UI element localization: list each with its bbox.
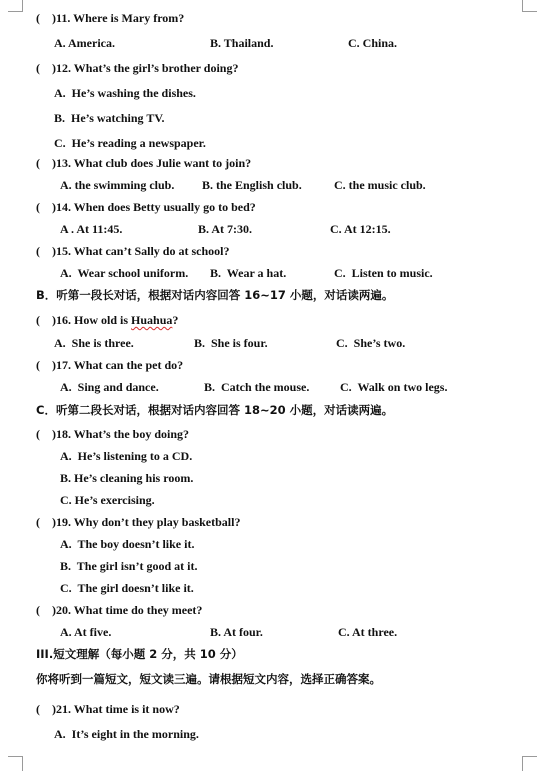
question-14-option-a[interactable]: A . At 11:45.	[60, 222, 123, 236]
section-iii-title: III.短文理解（每小题 2 分，共 10 分）	[36, 647, 243, 661]
question-19-option-b[interactable]: B. The girl isn’t good at it.	[60, 559, 198, 573]
question-13-option-c[interactable]: C. the music club.	[334, 178, 426, 192]
question-19-stem: ( )19. Why don’t they play basketball?	[36, 515, 241, 529]
question-17-option-c[interactable]: C. Walk on two legs.	[340, 380, 448, 394]
question-11-stem: ( )11. Where is Mary from?	[36, 11, 185, 25]
crop-mark-bottom-left	[8, 756, 23, 771]
question-21-option-a[interactable]: A. It’s eight in the morning.	[54, 727, 199, 741]
question-19-option-a[interactable]: A. The boy doesn’t like it.	[60, 537, 195, 551]
question-11-option-a[interactable]: A. America.	[54, 36, 115, 50]
question-16-stem: ( )16. How old is Huahua?	[36, 313, 179, 327]
question-18-option-a[interactable]: A. He’s listening to a CD.	[60, 449, 193, 463]
section-b-heading: B．听第一段长对话，根据对话内容回答 16~17 小题，对话读两遍。	[36, 288, 394, 302]
question-18-option-b[interactable]: B. He’s cleaning his room.	[60, 471, 194, 485]
crop-mark-top-left	[8, 0, 23, 12]
question-15-stem: ( )15. What can’t Sally do at school?	[36, 244, 230, 258]
question-17-option-b[interactable]: B. Catch the mouse.	[204, 380, 310, 394]
question-12-option-a[interactable]: A. He’s washing the dishes.	[54, 86, 196, 100]
crop-mark-top-right	[522, 0, 537, 12]
section-c-heading: C．听第二段长对话，根据对话内容回答 18~20 小题，对话读两遍。	[36, 403, 394, 417]
question-13-option-b[interactable]: B. the English club.	[202, 178, 302, 192]
question-18-stem: ( )18. What’s the boy doing?	[36, 427, 190, 441]
question-14-stem: ( )14. When does Betty usually go to bed?	[36, 200, 256, 214]
question-12-stem: ( )12. What’s the girl’s brother doing?	[36, 61, 239, 75]
question-18-option-c[interactable]: C. He’s exercising.	[60, 493, 155, 507]
question-11-option-b[interactable]: B. Thailand.	[210, 36, 274, 50]
question-16-option-a[interactable]: A. She is three.	[54, 336, 134, 350]
question-13-stem: ( )13. What club does Julie want to join?	[36, 156, 252, 170]
section-iii-instruction: 你将听到一篇短文，短文读三遍。请根据短文内容，选择正确答案。	[36, 672, 381, 686]
question-13-option-a[interactable]: A. the swimming club.	[60, 178, 175, 192]
question-14-option-c[interactable]: C. At 12:15.	[330, 222, 391, 236]
question-15-option-b[interactable]: B. Wear a hat.	[210, 266, 287, 280]
question-12-option-b[interactable]: B. He’s watching TV.	[54, 111, 165, 125]
question-17-option-a[interactable]: A. Sing and dance.	[60, 380, 159, 394]
question-20-option-b[interactable]: B. At four.	[210, 625, 263, 639]
question-11-option-c[interactable]: C. China.	[348, 36, 398, 50]
question-16-option-b[interactable]: B. She is four.	[194, 336, 268, 350]
question-15-option-c[interactable]: C. Listen to music.	[334, 266, 433, 280]
spell-check-underline-word: Huahua	[131, 313, 173, 327]
crop-mark-bottom-right	[522, 756, 537, 771]
question-19-option-c[interactable]: C. The girl doesn’t like it.	[60, 581, 194, 595]
question-20-option-a[interactable]: A. At five.	[60, 625, 112, 639]
question-12-option-c[interactable]: C. He’s reading a newspaper.	[54, 136, 206, 150]
question-20-option-c[interactable]: C. At three.	[338, 625, 398, 639]
question-14-option-b[interactable]: B. At 7:30.	[198, 222, 252, 236]
question-16-option-c[interactable]: C. She’s two.	[336, 336, 406, 350]
question-20-stem: ( )20. What time do they meet?	[36, 603, 203, 617]
question-15-option-a[interactable]: A. Wear school uniform.	[60, 266, 189, 280]
question-21-stem: ( )21. What time is it now?	[36, 702, 180, 716]
question-17-stem: ( )17. What can the pet do?	[36, 358, 184, 372]
